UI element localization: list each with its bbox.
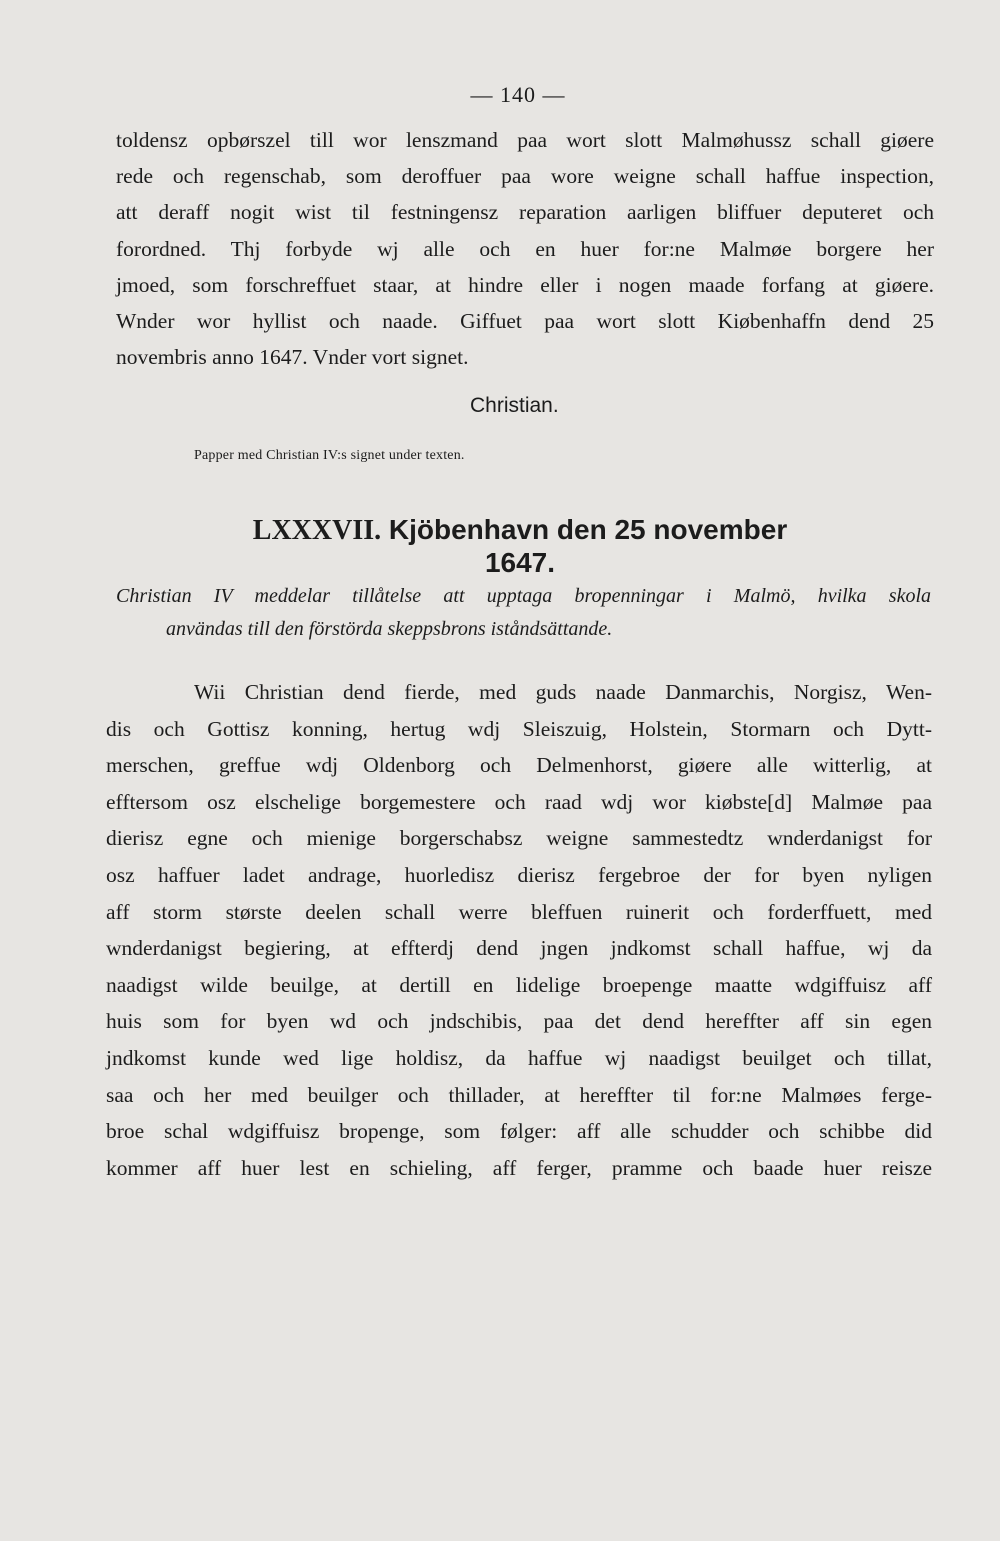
signature: Christian. — [470, 394, 559, 417]
text-line: merschen, greffue wdj Oldenborg och Delmenhorst, giøere alle witterlig, at — [106, 753, 932, 778]
document-heading — [220, 514, 820, 579]
text-line: saa och her med beuilger och thillader, at hereffter til for:ne Malmøes ferge- — [106, 1082, 932, 1107]
text-line: novembris anno 1647. Vnder vort signet. — [116, 345, 469, 370]
text-line: Wii Christian dend fierde, med guds naade Danmarchis, Norgisz, Wen- — [194, 680, 932, 704]
previous-document-text — [116, 122, 934, 375]
text-line: rede och regenschab, som deroffuer paa wore weigne schall haffue inspection, — [116, 164, 934, 189]
summary-line: Christian IV meddelar tillåtelse att upptaga bropenningar i Malmö, hvilka skola — [116, 585, 931, 607]
text-line: broe schal wdgiffuisz bropenge, som følger: aff alle schudder och schibbe did — [106, 1119, 932, 1144]
page-number: — 140 — — [470, 82, 566, 107]
text-line: dierisz egne och mienige borgerschabsz weigne sammestedtz wnderdanigst for — [106, 826, 932, 851]
text-line: toldensz opbørszel till wor lenszmand paa wort slott Malmøhussz schall giøere — [116, 128, 934, 152]
document-title: Kjöbenhavn den 25 november 1647. — [388, 514, 788, 578]
text-line: jndkomst kunde wed lige holdisz, da haffue wj naadigst beuilget och tillat, — [106, 1045, 932, 1070]
summary-line: användas till den förstörda skeppsbrons iståndsättande. — [166, 618, 613, 640]
text-line: osz haffuer ladet andrage, huorledisz dierisz fergebroe der for byen nyligen — [106, 862, 932, 887]
text-line: efftersom osz elschelige borgemestere och raad wdj wor kiøbste[d] Malmøe paa — [106, 789, 932, 814]
text-line: aff storm største deelen schall werre bleffuen ruinerit och forderffuett, med — [106, 899, 932, 924]
text-line: jmoed, som forschreffuet staar, at hindre eller i nogen maade forfang at giøere. — [116, 272, 934, 297]
document-summary — [116, 580, 931, 646]
text-line: huis som for byen wd och jndschibis, paa det dend hereffter aff sin egen — [106, 1009, 932, 1034]
text-line: wnderdanigst begiering, at effterdj dend jngen jndkomst schall haffue, wj da — [106, 936, 932, 961]
text-line: dis och Gottisz konning, hertug wdj Sleiszuig, Holstein, Stormarn och Dytt- — [106, 716, 932, 741]
text-line: kommer aff huer lest en schieling, aff ferger, pramme och baade huer reisze — [106, 1155, 932, 1180]
document-number: LXXXVII. — [252, 515, 382, 546]
document-body — [106, 674, 932, 1186]
text-line: Wnder wor hyllist och naade. Giffuet paa wort slott Kiøbenhaffn dend 25 — [116, 309, 934, 334]
signature-note: Papper med Christian IV:s signet under texten. — [194, 448, 465, 463]
text-line: att deraff nogit wist til festningensz reparation aarligen bliffuer deputeret och — [116, 200, 934, 225]
text-line: naadigst wilde beuilge, at dertill en lidelige broepenge maatte wdgiffuisz aff — [106, 972, 932, 997]
text-line: forordned. Thj forbyde wj alle och en huer for:ne Malmøe borgere her — [116, 236, 934, 261]
